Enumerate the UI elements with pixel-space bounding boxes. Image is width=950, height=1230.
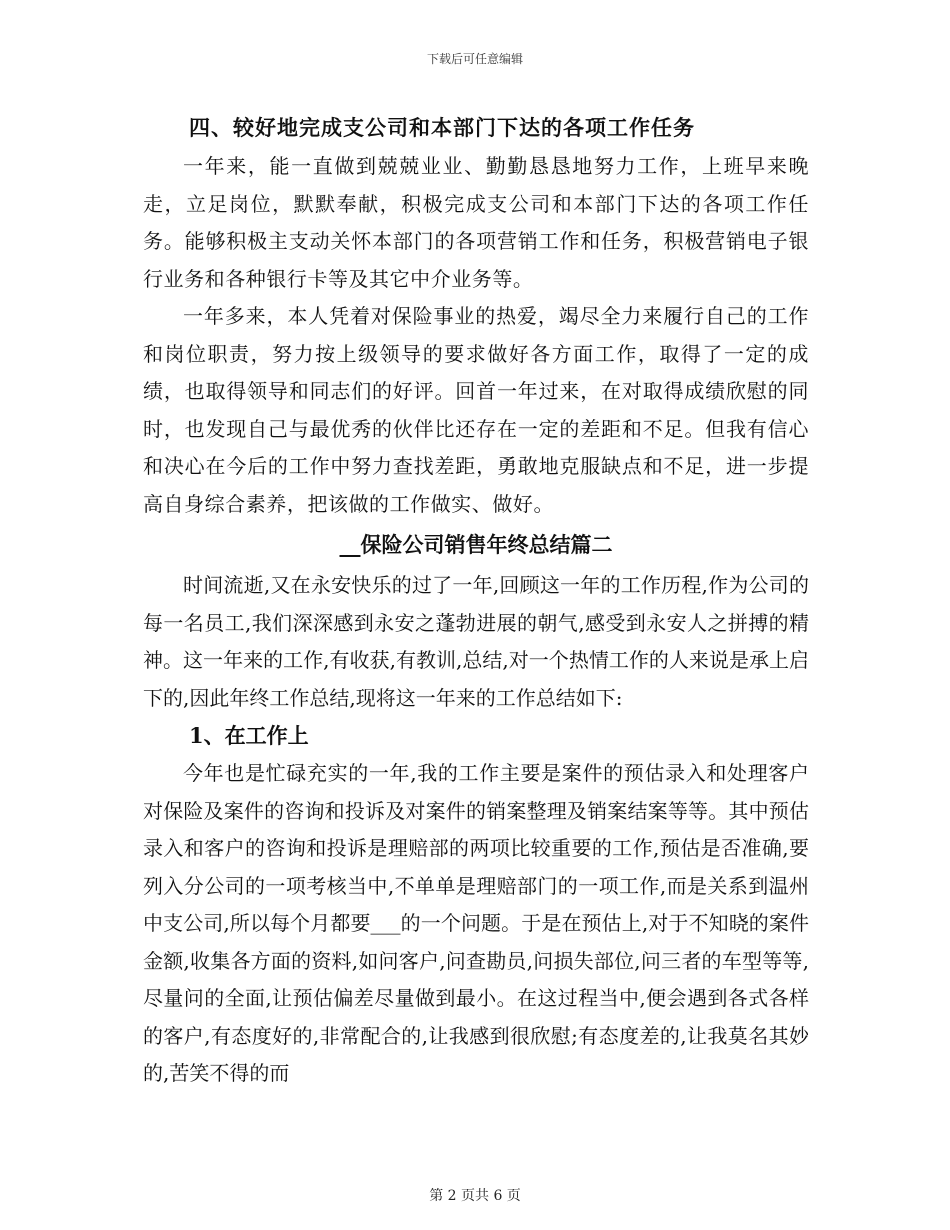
paragraph: 今年也是忙碌充实的一年,我的工作主要是案件的预估录入和处理客户对保险及案件的咨询和投诉及对案件的销案整理及销案结案等等。其中预估录入和客户的咨询和投诉是理赔部的两项比较重要的工作,预估是否准确,要列入分公司的一项考核当中,不单单是理赔部门的一项工作,而是关系到温州中支公司,所以每个月都要___的一个问题。于是在预估上,对于不知晓的案件金额,收集各方面的资料,如问客户,问查勘员,问损失部位,问三者的车型等等,尽量问的全面,让预估偏差尽量做到最小。在这过程当中,便会遇到各式各样的客户,有态度好的,非常配合的,让我感到很欣慰;有态度差的,让我莫名其妙的,苦笑不得的而 (143, 761, 809, 1085)
page-number: 第 2 页共 6 页 (429, 1188, 521, 1204)
paragraph: 一年来，能一直做到兢兢业业、勤勤恳恳地努力工作，上班早来晚走，立足岗位，默默奉献，积极完成支公司和本部门下达的各项工作任务。能够积极主支动关怀本部门的各项营销工作和任务，积极营销电子银行业务和各种银行卡等及其它中介业务等。 (143, 154, 809, 291)
paragraph: 时间流逝,又在永安快乐的过了一年,回顾这一年的工作历程,作为公司的每一名员工,我们深深感到永安之蓬勃进展的朝气,感受到永安人之拼搏的精神。这一年来的工作,有收获,有教训,总结,对一个热情工作的人来说是承上启下的,因此年终工作总结,现将这一年来的工作总结如下: (143, 573, 809, 710)
document-title: __保险公司销售年终总结篇二 (339, 532, 613, 557)
subsection-heading: 1、在工作上 (189, 723, 309, 748)
paragraph: 一年多来，本人凭着对保险事业的热爱，竭尽全力来履行自己的工作和岗位职责，努力按上级领导的要求做好各方面工作，取得了一定的成绩，也取得领导和同志们的好评。回首一年过来，在对取得成绩欣慰的同时，也发现自己与最优秀的伙伴比还存在一定的差距和不足。但我有信心和决心在今后的工作中努力查找差距，勇敢地克服缺点和不足，进一步提高自身综合素养，把该做的工作做实、做好。 (143, 304, 809, 516)
document-body (143, 108, 809, 1093)
section-heading: 四、较好地完成支公司和本部门下达的各项工作任务 (189, 115, 695, 140)
page-header: 下载后可任意编辑 (426, 52, 523, 66)
